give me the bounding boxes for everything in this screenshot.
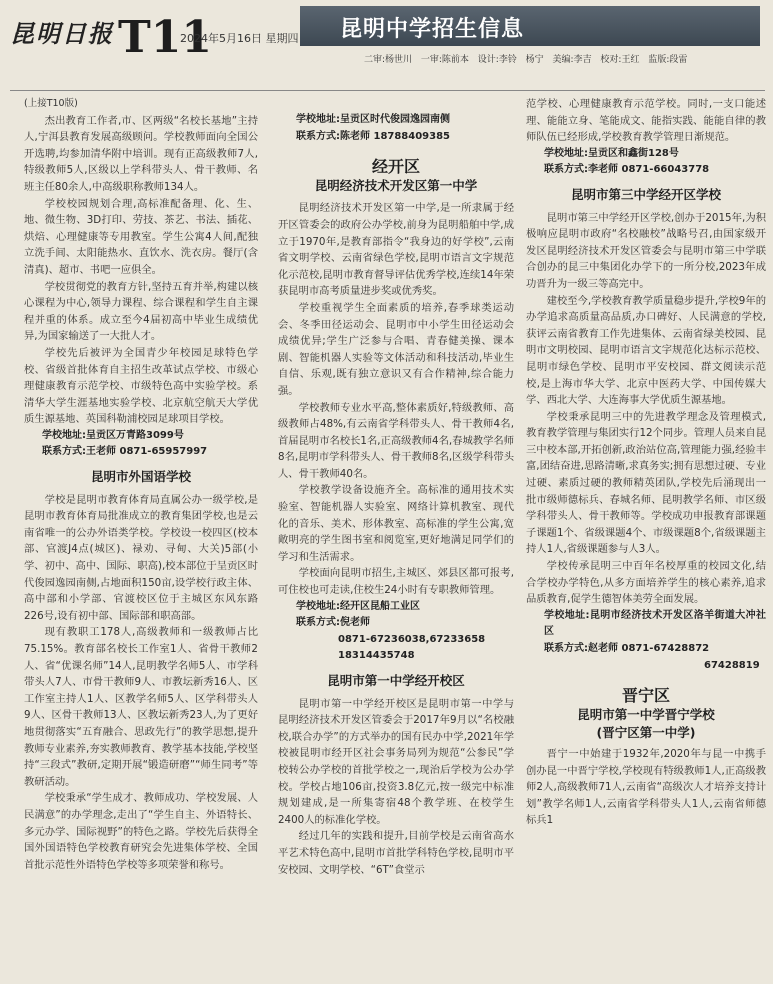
paragraph: 学校秉承昆明三中的先进教学理念及管理模式,教育教学管理与集团实行12个同步。管理人员来自昆三中校本部,开拓创新,政治站位高,管理能力强,经验丰富,团结奋进,思路清晰,求真务实;拥有思想过硬、专业过硬、素质过硬的教师精英团队,学校先后涌现出一批市级师德标兵、春城名师、昆明教学名师、市区级学科带头人、骨干教师等。学校成功申报教育部课题子课题1个、省级课题4个、市级课题8个,省级课题主持人1人,省级课题参与人3人。 [526,410,766,556]
section-title-banner [300,6,760,46]
page-header [0,0,773,92]
school-heading: 昆明市第三中学经开区学校 [570,186,721,202]
section-title: 昆明中学招生信息 [340,17,525,42]
school-address: 学校地址:呈贡区万青路3099号 [42,429,184,441]
column-2 [278,96,514,878]
paragraph: 学校教师专业水平高,整体素质好,特级教师、高级教师占48%,有云南省学科带头人、骨干教师4名,首届昆明市名校长1名,正高级教师4名,春城教学名师8名,昆明市学科带头人、骨干教师8名,区级学科带头人、骨干教师40名。 [278,401,514,480]
school-contact: 联系方式:赵老师 0871-67428872 [544,643,710,654]
issue-date: 2024年5月16日 星期四 [180,32,299,45]
paragraph: 经过几年的实践和提升,目前学校是云南省高水平艺术特色高中,昆明市首批学科特色学校,昆明市平安校园、文明学校、“6T”食堂示 [278,830,514,876]
column-1 [24,96,258,873]
contact-phone: 67428819 [704,659,760,671]
school-heading: 昆明经济技术开发区第一中学 [314,177,478,193]
paragraph: 建校至今,学校教育教学质量稳步提升,学校9年的办学追求高质量高品质,办口碑好、人民满意的学校,获评云南省教育工作先进集体、云南省绿美校园、昆明市文明校园、昆明市语言文字规范化达标示范校、昆明市绿色学校、昆明市平安校园、群文阅读示范校,是上海市华大学、北京中医药大学、中国传媒大学、西北大学、大连海事大学优质生源基地。 [526,294,766,407]
school-subheading: (晋宁区第一中学) [596,725,696,741]
school-address: 学校地址:呈贡区和鑫街128号 [544,147,679,159]
paragraph: 范学校、心理健康教育示范学校。同时,一支口能述理、能能立身、笔能成文、能指实践、能能自律的教师队伍已经形成,学校教育教学管理日渐规范。 [526,98,766,144]
column-3 [526,96,766,829]
paragraph: 学校重视学生全面素质的培养,春季球类运动会、冬季田径运动会、昆明市中小学生田径运动会成绩优异;学生广泛参与合唱、青春健美操、课本剧、智能机器人实验等文体活动和科技活动,毕业生自信、乐观,既有独立意识又有合作精神,综合能力强。 [278,301,514,397]
district-heading: 晋宁区 [621,686,670,706]
school-contact: 联系方式:王老师 0871-65957997 [42,446,208,458]
paragraph: 学校教学设备设施齐全。高标准的通用技术实验室、智能机器人实验室、网络计算机教室、现代化的音乐、美术、形体教室、高标准的学生公寓,宽敞明亮的学生图书室和阅览室,更好地满足同学们的学习和生活需求。 [278,484,514,563]
paragraph: 学校贯彻党的教育方针,坚持五育并举,构建以核心课程为中心,领导力课程、综合课程和学生自主课程并重的体系。成立至今4届初高中毕业生成绩优异,为国家输送了一大批人才。 [24,280,258,343]
header-divider [10,90,765,91]
paragraph: 学校是昆明市教育体育局直属公办一级学校,是昆明市教育体育局批准成立的教育集团学校,也是云南省唯一的公办外语类学校。学校设一校四区(校本部、官渡J4点(城区)、禄劝、寻甸、大关)5部(小学、初中、高中、国际、职高),校本部位于呈贡区时代俊园逸园南侧,占地面积150亩,设学校行政主体、高中部和小学部、官渡校区位于主城区东风东路226号,设有初中部、国际部和职高部。 [24,493,258,622]
school-heading: 昆明市第一中学晋宁学校 [577,706,715,722]
paragraph: 杰出教育工作者,市、区两级“名校长基地”主持人,宁洱县教育发展高级顾问。学校教师面向全国公开选聘,均参加清华附中培训。现有正高级教师7人,特级教师5人,区级以上学科带头人、骨干教师、名班主任80余人,中高级职称教师134人。 [24,114,258,193]
editorial-credits: 二审:杨世川 一审:陈前本 设计:李铃 杨宁 美编:李吉 校对:王红 监版:段雷 [364,55,688,65]
school-contact: 联系方式:陈老师 18788409385 [296,130,451,142]
continued-note: (上接T10版) [24,98,78,109]
paragraph: 昆明经济技术开发区第一中学,是一所隶属于经开区管委会的政府公办学校,前身为昆明船舶中学,成立于1970年,是教育部指令“我身边的好学校”,云南省文明学校、云南省绿色学校,昆明市语言文字规范化示范校,昆明市教育督导评估优秀学校,连续14年荣获昆明市高考质量进步奖或优秀奖。 [278,202,514,298]
contact-phone: 0871-67236038,67233658 [338,633,486,645]
school-address: 学校地址:昆明市经济技术开发区洛羊街道大冲社区 [544,609,766,638]
masthead-logo: 昆明日报 [10,19,114,48]
school-heading: 昆明市第一中学经开校区 [327,673,465,688]
school-address: 学校地址:呈贡区时代俊园逸园南侧 [296,114,450,125]
paragraph: 学校面向昆明市招生,主城区、郊县区都可报考,可住校也可走读,住校生24小时有专职教师管理。 [278,567,514,597]
school-address: 学校地址:经开区昆船工业区 [296,600,420,612]
paragraph: 学校先后被评为全国青少年校园足球特色学校、省级首批体育自主招生改革试点学校、市级心理健康教育示范学校、市级特色高中实验学校。系清华大学生涯基地实验学校、北京航空航天大学优质生源基地、英国科勒浦校园足球项目学校。 [24,346,258,426]
paragraph: 学校校园规划合理,高标准配备理、化、生、地、微生物、3D打印、劳技、茶艺、书法、插花、烘焙、心理健康等专用教室。学生公寓4人间,配独立洗手间、太阳能热水、直饮水、洗衣房。餐厅(含清真)、超市、书吧一应俱全。 [24,197,258,276]
district-heading: 经开区 [371,157,420,177]
contact-phone: 18314435748 [338,650,415,662]
school-contact: 联系方式:倪老师 [296,617,370,629]
paragraph: 现有教职工178人,高级教师和一级教师占比75.15%。教育部名校长工作室1人、省骨干教师2人、省“优课名师”14人,昆明教学名师5人、市学科带头人7人、市骨干教师9人、市教坛新秀16人、区工作室主持人1人、区教学名师5人、区学科带头人9人、区骨干教师13人、区教坛新秀23人,为了更好地贯彻落实“五育融合、思政先行”的教学思想,提升教师专业素养,夯实教师教育、教学基本技能,学校坚持“三段式”教研,定期开展“锻造研磨”“师生同考”等教研活动。 [24,626,258,788]
paragraph: 昆明市第一中学经开校区是昆明市第一中学与昆明经济技术开发区管委会于2017年9月以“名校融校,联合办学”的方式举办的国有民办中学,2021年学校被昆明市经开区社会事务局列为规范“公参民”学校转公办学校的首批学校之一,现治后学校为公办学校。学校占地106亩,投资3.8亿元,按一级完中标准规划建成,是一所集寄宿48个教学班、在校学生2400人的标准化学校。 [278,697,514,826]
paragraph: 昆明市第三中学经开区学校,创办于2015年,为积极响应昆明市政府“名校融校”战略号召,由国家级开发区昆明经济技术开发区管委会与昆明市第三中学联合创办的昆三中集团化办学下的一所分校,2023年成功晋升为一级三等高完中。 [526,211,766,290]
page-number: T11 [118,12,212,63]
paragraph: 晋宁一中始建于1932年,2020年与昆一中携手创办昆一中晋宁学校,学校现有特级教师1人,正高级教师2人,高级教师71人,云南省“高级次人才培养支持计划”教学名师1人,云南省学科带头人1人,云南省师德标兵1 [526,747,766,827]
paragraph: 学校秉承“学生成才、教师成功、学校发展、人民满意”的办学理念,走出了“学生自主、外语特长、多元办学、国际视野”的特色之路。学校先后获得全国外国语特色学校教育研究会先进集体学校、全国首批示范性外语特色学校等多项荣誉和称号。 [24,792,258,871]
school-heading: 昆明市外国语学校 [90,469,191,485]
school-contact: 联系方式:李老师 0871-66043778 [544,164,710,176]
paragraph: 学校传承昆明三中百年名校厚重的校园文化,结合学校办学特色,从多方面培养学生的核心素养,追求品质教育,促学生德智体美劳全面发展。 [526,560,766,606]
